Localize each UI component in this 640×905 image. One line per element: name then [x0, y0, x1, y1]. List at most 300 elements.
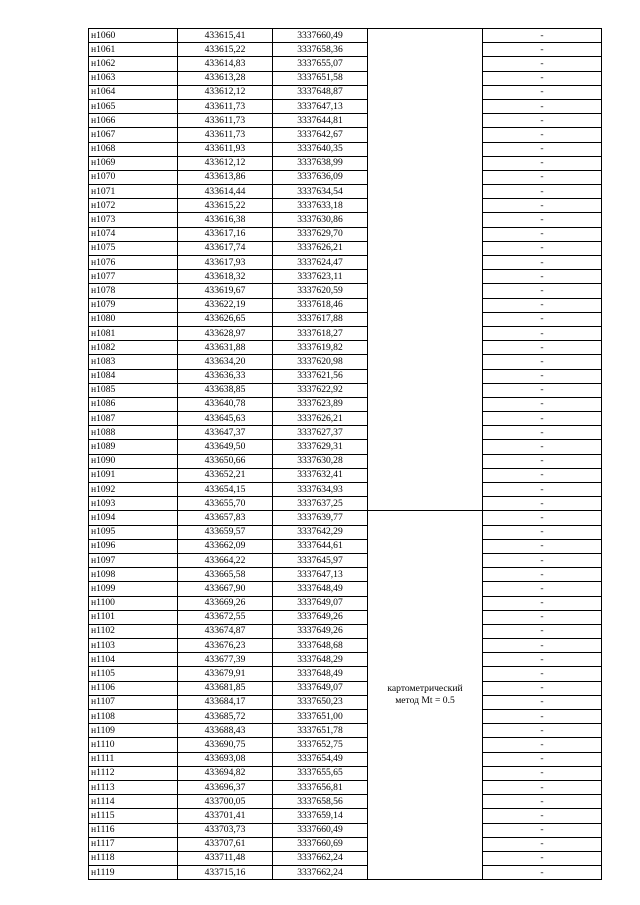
coordinate-x-cell: 433694,82 — [178, 766, 273, 780]
accuracy-note-cell: - — [483, 483, 602, 497]
accuracy-note-cell: - — [483, 866, 602, 880]
accuracy-note-cell: - — [483, 256, 602, 270]
table-row — [89, 681, 602, 695]
accuracy-note-cell: - — [483, 738, 602, 752]
accuracy-note-cell: - — [483, 355, 602, 369]
accuracy-note-cell: - — [483, 326, 602, 340]
accuracy-note-cell: - — [483, 199, 602, 213]
table-row — [89, 667, 602, 681]
accuracy-note-cell: - — [483, 624, 602, 638]
coordinate-y-cell: 3337639,77 — [273, 511, 368, 525]
coordinate-y-cell: 3337642,29 — [273, 525, 368, 539]
coordinate-y-cell: 3337633,18 — [273, 199, 368, 213]
coordinate-x-cell: 433696,37 — [178, 780, 273, 794]
point-name-cell: н1077 — [89, 270, 178, 284]
table-row — [89, 341, 602, 355]
table-row — [89, 397, 602, 411]
table-row — [89, 553, 602, 567]
table-row — [89, 426, 602, 440]
coordinate-x-cell: 433667,90 — [178, 582, 273, 596]
point-name-cell: н1100 — [89, 596, 178, 610]
coordinate-y-cell: 3337660,69 — [273, 837, 368, 851]
coordinate-x-cell: 433681,85 — [178, 681, 273, 695]
table-row — [89, 795, 602, 809]
table-row — [89, 639, 602, 653]
coordinate-y-cell: 3337619,82 — [273, 341, 368, 355]
coordinate-x-cell: 433655,70 — [178, 497, 273, 511]
accuracy-note-cell: - — [483, 185, 602, 199]
table-row — [89, 695, 602, 709]
accuracy-note-cell: - — [483, 85, 602, 99]
coordinates-table-body — [89, 29, 602, 880]
table-row — [89, 412, 602, 426]
coordinate-y-cell: 3337651,78 — [273, 724, 368, 738]
accuracy-note-cell: - — [483, 653, 602, 667]
table-row — [89, 213, 602, 227]
coordinate-y-cell: 3337662,24 — [273, 851, 368, 865]
coordinate-y-cell: 3337638,99 — [273, 156, 368, 170]
coordinate-y-cell: 3337656,81 — [273, 780, 368, 794]
coordinate-y-cell: 3337618,27 — [273, 326, 368, 340]
point-name-cell: н1107 — [89, 695, 178, 709]
coordinate-x-cell: 433636,33 — [178, 369, 273, 383]
table-row — [89, 440, 602, 454]
point-name-cell: н1110 — [89, 738, 178, 752]
point-name-cell: н1101 — [89, 610, 178, 624]
coordinate-y-cell: 3337622,92 — [273, 383, 368, 397]
accuracy-note-cell: - — [483, 667, 602, 681]
table-row — [89, 809, 602, 823]
table-row — [89, 738, 602, 752]
table-row — [89, 355, 602, 369]
coordinate-x-cell: 433669,26 — [178, 596, 273, 610]
coordinate-x-cell: 433693,08 — [178, 752, 273, 766]
point-name-cell: н1089 — [89, 440, 178, 454]
point-name-cell: н1098 — [89, 568, 178, 582]
accuracy-note-cell: - — [483, 809, 602, 823]
point-name-cell: н1066 — [89, 114, 178, 128]
accuracy-note-cell: - — [483, 341, 602, 355]
table-row — [89, 511, 602, 525]
coordinate-y-cell: 3337658,36 — [273, 43, 368, 57]
coordinate-y-cell: 3337630,28 — [273, 454, 368, 468]
coordinate-x-cell: 433634,20 — [178, 355, 273, 369]
accuracy-note-cell: - — [483, 851, 602, 865]
coordinate-y-cell: 3337647,13 — [273, 99, 368, 113]
coordinate-y-cell: 3337660,49 — [273, 29, 368, 43]
point-name-cell: н1097 — [89, 553, 178, 567]
point-name-cell: н1070 — [89, 170, 178, 184]
accuracy-note-cell: - — [483, 270, 602, 284]
coordinate-y-cell: 3337623,89 — [273, 397, 368, 411]
point-name-cell: н1064 — [89, 85, 178, 99]
coordinate-y-cell: 3337648,49 — [273, 667, 368, 681]
point-name-cell: н1079 — [89, 298, 178, 312]
method-line-2: метод Mt = 0.5 — [395, 695, 455, 707]
coordinate-x-cell: 433611,73 — [178, 114, 273, 128]
accuracy-note-cell: - — [483, 568, 602, 582]
point-name-cell: н1099 — [89, 582, 178, 596]
point-name-cell: н1115 — [89, 809, 178, 823]
coordinate-x-cell: 433665,58 — [178, 568, 273, 582]
accuracy-note-cell: - — [483, 752, 602, 766]
point-name-cell: н1076 — [89, 256, 178, 270]
accuracy-note-cell: - — [483, 227, 602, 241]
point-name-cell: н1080 — [89, 312, 178, 326]
point-name-cell: н1073 — [89, 213, 178, 227]
coordinate-y-cell: 3337634,54 — [273, 185, 368, 199]
accuracy-note-cell: - — [483, 71, 602, 85]
point-name-cell: н1093 — [89, 497, 178, 511]
table-row — [89, 57, 602, 71]
point-name-cell: н1088 — [89, 426, 178, 440]
coordinate-x-cell: 433616,38 — [178, 213, 273, 227]
table-row — [89, 114, 602, 128]
table-row — [89, 525, 602, 539]
coordinate-y-cell: 3337649,07 — [273, 596, 368, 610]
coordinate-y-cell: 3337620,59 — [273, 284, 368, 298]
method-line-1: картометрический — [387, 683, 463, 695]
table-row — [89, 539, 602, 553]
point-name-cell: н1072 — [89, 199, 178, 213]
coordinate-y-cell: 3337651,58 — [273, 71, 368, 85]
coordinate-y-cell: 3337649,26 — [273, 624, 368, 638]
coordinate-y-cell: 3337649,26 — [273, 610, 368, 624]
point-name-cell: н1114 — [89, 795, 178, 809]
table-row — [89, 71, 602, 85]
coordinate-y-cell: 3337629,31 — [273, 440, 368, 454]
accuracy-note-cell: - — [483, 114, 602, 128]
accuracy-note-cell: - — [483, 710, 602, 724]
table-row — [89, 766, 602, 780]
accuracy-note-cell: - — [483, 780, 602, 794]
point-name-cell: н1104 — [89, 653, 178, 667]
table-row — [89, 837, 602, 851]
table-row — [89, 866, 602, 880]
point-name-cell: н1069 — [89, 156, 178, 170]
point-name-cell: н1061 — [89, 43, 178, 57]
accuracy-note-cell: - — [483, 312, 602, 326]
point-name-cell: н1096 — [89, 539, 178, 553]
method-cell — [368, 511, 483, 880]
coordinate-x-cell: 433652,21 — [178, 468, 273, 482]
coordinate-y-cell: 3337651,00 — [273, 710, 368, 724]
table-row — [89, 568, 602, 582]
table-row — [89, 99, 602, 113]
table-row — [89, 156, 602, 170]
table-row — [89, 582, 602, 596]
point-name-cell: н1083 — [89, 355, 178, 369]
point-name-cell: н1062 — [89, 57, 178, 71]
table-row — [89, 199, 602, 213]
accuracy-note-cell: - — [483, 128, 602, 142]
accuracy-note-cell: - — [483, 596, 602, 610]
coordinate-x-cell: 433615,41 — [178, 29, 273, 43]
accuracy-note-cell: - — [483, 454, 602, 468]
table-row — [89, 185, 602, 199]
coordinate-x-cell: 433679,91 — [178, 667, 273, 681]
coordinate-x-cell: 433715,16 — [178, 866, 273, 880]
coordinate-y-cell: 3337645,97 — [273, 553, 368, 567]
accuracy-note-cell: - — [483, 57, 602, 71]
table-row — [89, 170, 602, 184]
point-name-cell: н1118 — [89, 851, 178, 865]
coordinate-y-cell: 3337658,56 — [273, 795, 368, 809]
coordinate-x-cell: 433612,12 — [178, 85, 273, 99]
point-name-cell: н1071 — [89, 185, 178, 199]
table-row — [89, 724, 602, 738]
coordinate-x-cell: 433615,22 — [178, 199, 273, 213]
table-row — [89, 284, 602, 298]
accuracy-note-cell: - — [483, 284, 602, 298]
accuracy-note-cell: - — [483, 724, 602, 738]
coordinate-y-cell: 3337654,49 — [273, 752, 368, 766]
coordinate-x-cell: 433613,28 — [178, 71, 273, 85]
coordinate-x-cell: 433614,83 — [178, 57, 273, 71]
accuracy-note-cell: - — [483, 43, 602, 57]
table-row — [89, 29, 602, 43]
coordinate-x-cell: 433685,72 — [178, 710, 273, 724]
table-row — [89, 43, 602, 57]
coordinate-x-cell: 433649,50 — [178, 440, 273, 454]
accuracy-note-cell: - — [483, 170, 602, 184]
accuracy-note-cell: - — [483, 695, 602, 709]
accuracy-note-cell: - — [483, 681, 602, 695]
table-row — [89, 369, 602, 383]
point-name-cell: н1109 — [89, 724, 178, 738]
table-row — [89, 468, 602, 482]
point-name-cell: н1117 — [89, 837, 178, 851]
coordinate-x-cell: 433700,05 — [178, 795, 273, 809]
accuracy-note-cell: - — [483, 440, 602, 454]
coordinate-x-cell: 433701,41 — [178, 809, 273, 823]
point-name-cell: н1063 — [89, 71, 178, 85]
point-name-cell: н1086 — [89, 397, 178, 411]
accuracy-note-cell: - — [483, 525, 602, 539]
coordinate-x-cell: 433614,44 — [178, 185, 273, 199]
accuracy-note-cell: - — [483, 823, 602, 837]
table-row — [89, 823, 602, 837]
coordinate-y-cell: 3337644,81 — [273, 114, 368, 128]
point-name-cell: н1091 — [89, 468, 178, 482]
coordinate-y-cell: 3337652,75 — [273, 738, 368, 752]
table-row — [89, 483, 602, 497]
coordinate-y-cell: 3337634,93 — [273, 483, 368, 497]
coordinate-x-cell: 433672,55 — [178, 610, 273, 624]
point-name-cell: н1074 — [89, 227, 178, 241]
point-name-cell: н1060 — [89, 29, 178, 43]
table-row — [89, 780, 602, 794]
coordinate-y-cell: 3337660,49 — [273, 823, 368, 837]
coordinate-y-cell: 3337662,24 — [273, 866, 368, 880]
table-row — [89, 227, 602, 241]
coordinate-x-cell: 433688,43 — [178, 724, 273, 738]
table-row — [89, 596, 602, 610]
point-name-cell: н1090 — [89, 454, 178, 468]
coordinate-x-cell: 433611,73 — [178, 128, 273, 142]
accuracy-note-cell: - — [483, 99, 602, 113]
coordinate-x-cell: 433657,83 — [178, 511, 273, 525]
accuracy-note-cell: - — [483, 497, 602, 511]
point-name-cell: н1075 — [89, 241, 178, 255]
coordinate-x-cell: 433617,93 — [178, 256, 273, 270]
coordinate-y-cell: 3337632,41 — [273, 468, 368, 482]
coordinate-x-cell: 433647,37 — [178, 426, 273, 440]
coordinate-y-cell: 3337655,65 — [273, 766, 368, 780]
coordinate-x-cell: 433626,65 — [178, 312, 273, 326]
table-row — [89, 256, 602, 270]
table-row — [89, 497, 602, 511]
coordinates-table — [88, 28, 602, 880]
table-row — [89, 128, 602, 142]
coordinate-x-cell: 433664,22 — [178, 553, 273, 567]
method-cell — [368, 29, 483, 511]
point-name-cell: н1113 — [89, 780, 178, 794]
accuracy-note-cell: - — [483, 539, 602, 553]
coordinate-y-cell: 3337636,09 — [273, 170, 368, 184]
accuracy-note-cell: - — [483, 412, 602, 426]
coordinate-x-cell: 433662,09 — [178, 539, 273, 553]
coordinate-y-cell: 3337623,11 — [273, 270, 368, 284]
coordinate-y-cell: 3337620,98 — [273, 355, 368, 369]
point-name-cell: н1106 — [89, 681, 178, 695]
accuracy-note-cell: - — [483, 639, 602, 653]
coordinate-x-cell: 433703,73 — [178, 823, 273, 837]
accuracy-note-cell: - — [483, 766, 602, 780]
coordinate-y-cell: 3337648,87 — [273, 85, 368, 99]
point-name-cell: н1078 — [89, 284, 178, 298]
coordinate-x-cell: 433622,19 — [178, 298, 273, 312]
coordinate-x-cell: 433631,88 — [178, 341, 273, 355]
coordinate-x-cell: 433619,67 — [178, 284, 273, 298]
table-row — [89, 454, 602, 468]
coordinate-y-cell: 3337649,07 — [273, 681, 368, 695]
table-row — [89, 710, 602, 724]
coordinate-x-cell: 433677,39 — [178, 653, 273, 667]
coordinate-x-cell: 433690,75 — [178, 738, 273, 752]
coordinate-y-cell: 3337621,56 — [273, 369, 368, 383]
accuracy-note-cell: - — [483, 156, 602, 170]
point-name-cell: н1087 — [89, 412, 178, 426]
coordinate-y-cell: 3337630,86 — [273, 213, 368, 227]
coordinate-y-cell: 3337655,07 — [273, 57, 368, 71]
table-row — [89, 326, 602, 340]
coordinate-x-cell: 433618,32 — [178, 270, 273, 284]
coordinate-y-cell: 3337618,46 — [273, 298, 368, 312]
table-row — [89, 610, 602, 624]
coordinate-x-cell: 433612,12 — [178, 156, 273, 170]
coordinate-x-cell: 433613,86 — [178, 170, 273, 184]
coordinate-x-cell: 433707,61 — [178, 837, 273, 851]
coordinate-y-cell: 3337627,37 — [273, 426, 368, 440]
coordinate-y-cell: 3337659,14 — [273, 809, 368, 823]
coordinate-x-cell: 433617,74 — [178, 241, 273, 255]
coordinate-y-cell: 3337650,23 — [273, 695, 368, 709]
table-row — [89, 142, 602, 156]
point-name-cell: н1111 — [89, 752, 178, 766]
point-name-cell: н1103 — [89, 639, 178, 653]
coordinate-x-cell: 433615,22 — [178, 43, 273, 57]
accuracy-note-cell: - — [483, 795, 602, 809]
point-name-cell: н1084 — [89, 369, 178, 383]
point-name-cell: н1067 — [89, 128, 178, 142]
accuracy-note-cell: - — [483, 397, 602, 411]
table-row — [89, 851, 602, 865]
accuracy-note-cell: - — [483, 582, 602, 596]
coordinate-y-cell: 3337624,47 — [273, 256, 368, 270]
accuracy-note-cell: - — [483, 610, 602, 624]
point-name-cell: н1102 — [89, 624, 178, 638]
point-name-cell: н1095 — [89, 525, 178, 539]
point-name-cell: н1082 — [89, 341, 178, 355]
table-row — [89, 270, 602, 284]
coordinate-y-cell: 3337617,88 — [273, 312, 368, 326]
accuracy-note-cell: - — [483, 468, 602, 482]
point-name-cell: н1094 — [89, 511, 178, 525]
point-name-cell: н1081 — [89, 326, 178, 340]
coordinate-x-cell: 433611,93 — [178, 142, 273, 156]
accuracy-note-cell: - — [483, 426, 602, 440]
table-row — [89, 241, 602, 255]
accuracy-note-cell: - — [483, 213, 602, 227]
table-row — [89, 312, 602, 326]
coordinate-x-cell: 433654,15 — [178, 483, 273, 497]
point-name-cell: н1065 — [89, 99, 178, 113]
coordinate-x-cell: 433684,17 — [178, 695, 273, 709]
coordinate-y-cell: 3337637,25 — [273, 497, 368, 511]
coordinate-y-cell: 3337648,68 — [273, 639, 368, 653]
table-row — [89, 653, 602, 667]
coordinate-x-cell: 433617,16 — [178, 227, 273, 241]
coordinate-x-cell: 433638,85 — [178, 383, 273, 397]
coordinate-y-cell: 3337640,35 — [273, 142, 368, 156]
accuracy-note-cell: - — [483, 383, 602, 397]
coordinate-x-cell: 433645,63 — [178, 412, 273, 426]
coordinate-x-cell: 433611,73 — [178, 99, 273, 113]
point-name-cell: н1112 — [89, 766, 178, 780]
coordinate-x-cell: 433674,87 — [178, 624, 273, 638]
table-row — [89, 624, 602, 638]
coordinate-x-cell: 433650,66 — [178, 454, 273, 468]
coordinate-y-cell: 3337644,61 — [273, 539, 368, 553]
accuracy-note-cell: - — [483, 241, 602, 255]
accuracy-note-cell: - — [483, 837, 602, 851]
table-row — [89, 85, 602, 99]
coordinate-y-cell: 3337648,49 — [273, 582, 368, 596]
point-name-cell: н1119 — [89, 866, 178, 880]
accuracy-note-cell: - — [483, 298, 602, 312]
accuracy-note-cell: - — [483, 511, 602, 525]
coordinate-x-cell: 433628,97 — [178, 326, 273, 340]
coordinate-y-cell: 3337648,29 — [273, 653, 368, 667]
accuracy-note-cell: - — [483, 369, 602, 383]
coordinate-y-cell: 3337626,21 — [273, 412, 368, 426]
accuracy-note-cell: - — [483, 142, 602, 156]
table-row — [89, 298, 602, 312]
point-name-cell: н1105 — [89, 667, 178, 681]
point-name-cell: н1085 — [89, 383, 178, 397]
table-row — [89, 383, 602, 397]
table-row — [89, 752, 602, 766]
accuracy-note-cell: - — [483, 553, 602, 567]
accuracy-note-cell: - — [483, 29, 602, 43]
point-name-cell: н1108 — [89, 710, 178, 724]
coordinate-y-cell: 3337629,70 — [273, 227, 368, 241]
coordinate-y-cell: 3337642,67 — [273, 128, 368, 142]
point-name-cell: н1068 — [89, 142, 178, 156]
coordinate-x-cell: 433676,23 — [178, 639, 273, 653]
coordinate-x-cell: 433640,78 — [178, 397, 273, 411]
